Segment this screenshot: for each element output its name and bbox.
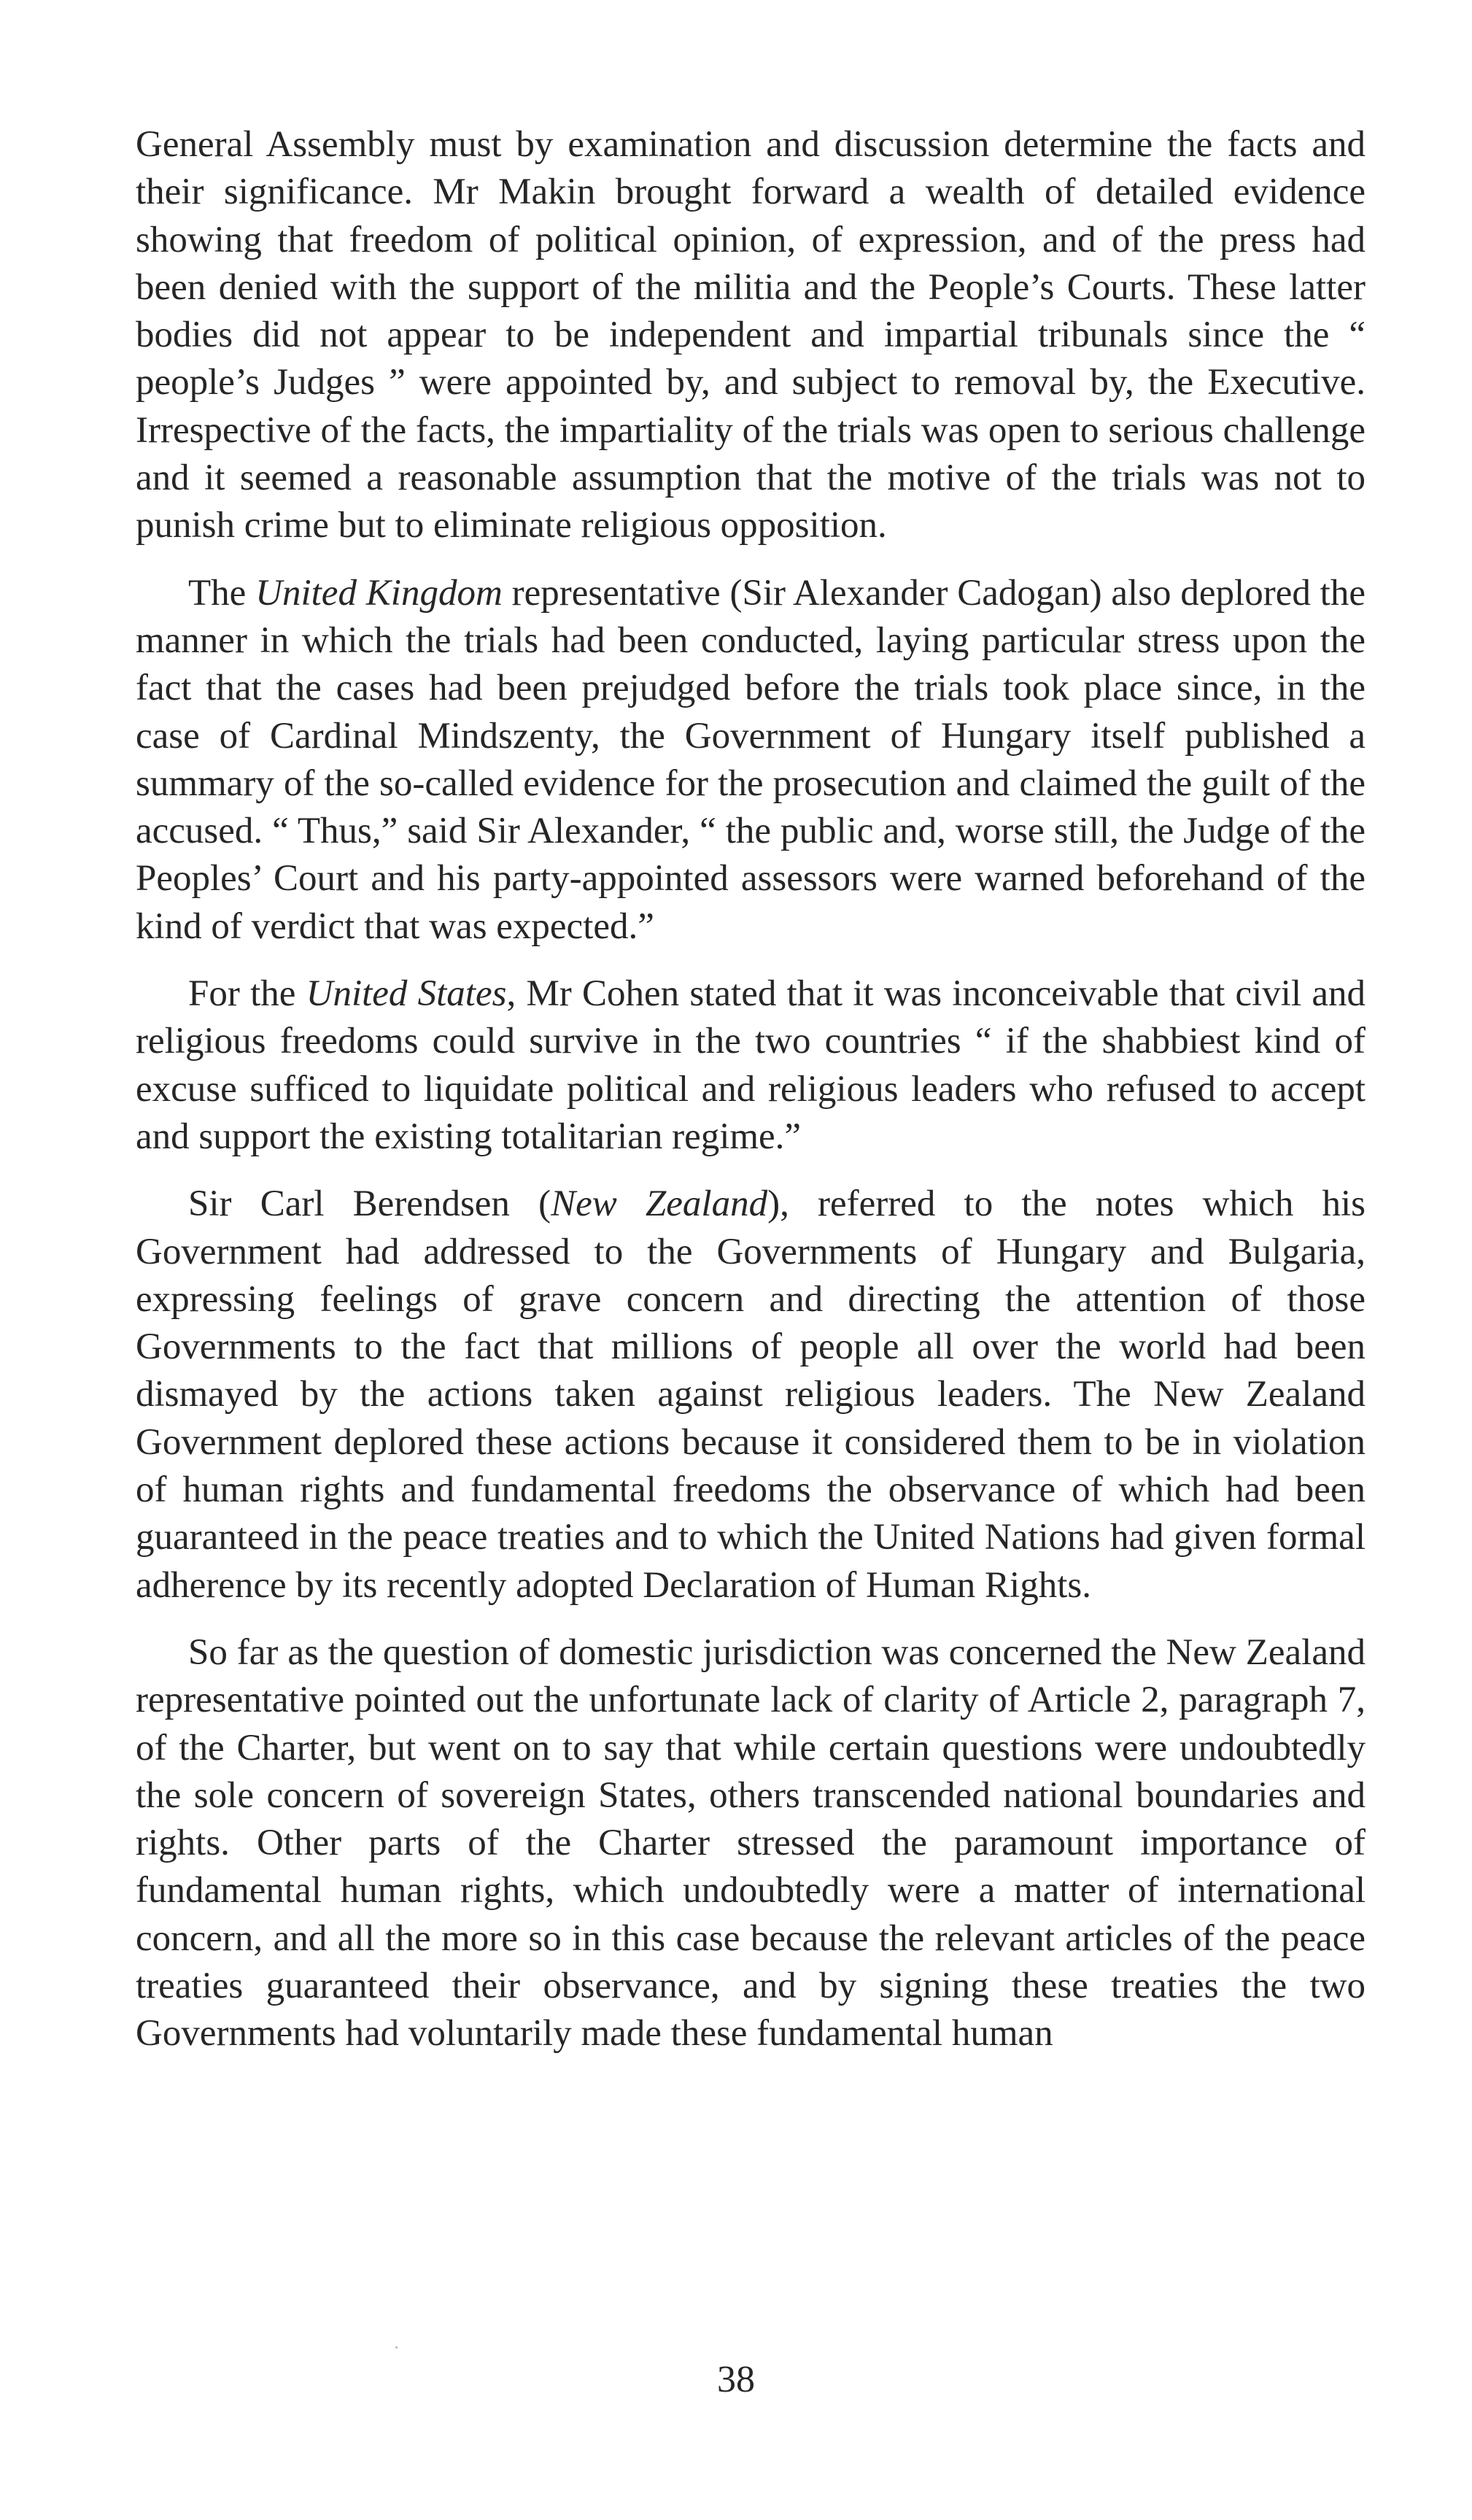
paragraph-new-zealand: [136, 1180, 1366, 1609]
paragraph-domestic-jurisdiction: [136, 1629, 1366, 2058]
paragraph-text: The: [188, 572, 256, 614]
paragraph-united-states: [136, 970, 1366, 1161]
page-body: [136, 121, 1366, 2058]
paragraph-text: ), referred to the notes which his Government had addressed to the Governments of Hungary and Bulgaria, expressing feelings of grave concern and directing the attention of those Governments to the fact that millions of people all over the world had been dismayed by the actions taken against religious leaders. The New Zealand Government deplored these actions because it considered them to be in violation of human rights and fundamental freedoms the observance of which had been guaranteed in the peace treaties and to which the United Nations had given formal adherence by its recently adopted Declaration of Human Rights.: [136, 1183, 1366, 1606]
country-name-italic: New Zealand: [551, 1183, 768, 1225]
paragraph-general-assembly: [136, 121, 1366, 550]
paragraph-united-kingdom: [136, 570, 1366, 951]
paragraph-text: representative (Sir Alexander Cadogan) also deplored the manner in which the trials had been conducted, laying particular stress upon the fact that the cases had been prejudged before the trials took place since, in the case of Cardinal Mindszenty, the Government of Hungary itself published a summary of the so-called evidence for the prosecution and claimed the guilt of the accused. “ Thus,” said Sir Alexander, “ the public and, worse still, the Judge of the Peoples’ Court and his party-appointed assessors were warned beforehand of the kind of verdict that was expected.”: [136, 572, 1366, 947]
paragraph-text: So far as the question of domestic jurisdiction was concerned the New Zealand representative pointed out the unfortunate lack of clarity of Article 2, paragraph 7, of the Charter, but went on to say that while certain questions were undoubtedly the sole concern of sovereign States, others transcended national boundaries and rights. Other parts of the Charter stressed the paramount importance of fundamental human rights, which undoubtedly were a matter of international concern, and all the more so in this case because the relevant articles of the peace treaties guaranteed their observance, and by signing these treaties the two Governments had voluntarily made these fundamental human: [136, 1631, 1366, 2055]
country-name-italic: United States: [306, 973, 507, 1015]
paragraph-text: Sir Carl Berendsen (: [188, 1183, 551, 1225]
scan-speck: [395, 2346, 398, 2349]
paragraph-text: For the: [188, 973, 306, 1015]
page-number: 38: [717, 2359, 755, 2400]
country-name-italic: United Kingdom: [255, 572, 503, 614]
paragraph-text: General Assembly must by examination and discussion determine the facts and their significance. Mr Makin brought forward a wealth of detailed evidence showing that freedom of political opinion, of expression, and of the press had been denied with the support of the militia and the People’s Courts. These latter bodies did not appear to be independent and impartial tribunals since the “ people’s Judges ” were appointed by, and subject to removal by, the Executive. Irrespective of the facts, the impartiality of the trials was open to serious challenge and it seemed a reasonable assumption that the motive of the trials was not to punish crime but to eliminate religious opposition.: [136, 124, 1366, 546]
paragraph-text: , Mr Cohen stated that it was inconceivable that civil and religious freedoms could survive in the two countries “ if the shabbiest kind of excuse sufficed to liquidate political and religious leaders who refused to accept and support the existing totalitarian regime.”: [136, 973, 1366, 1157]
